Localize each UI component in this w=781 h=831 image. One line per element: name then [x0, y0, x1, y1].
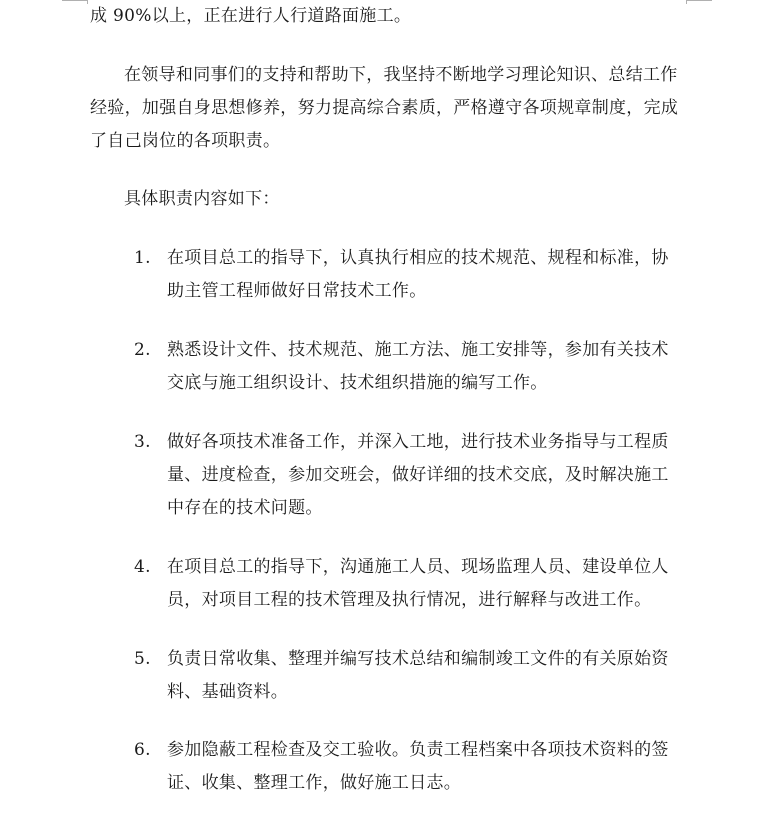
list-number: 6. [134, 740, 151, 760]
text-line: 料、基础资料。 [167, 682, 289, 702]
text-line: 在领导和同事们的支持和帮助下，我坚持不断地学习理论知识、总结工作 [124, 65, 678, 85]
list-number: 5. [134, 649, 151, 669]
list-number: 2. [134, 340, 151, 360]
text-line: 员，对项目工程的技术管理及执行情况，进行解释与改进工作。 [167, 590, 652, 610]
text-line: 证、收集、整理工作，做好施工日志。 [167, 773, 462, 793]
text-line: 做好各项技术准备工作，并深入工地，进行技术业务指导与工程质 [167, 432, 669, 452]
page-corner-mark-left [62, 0, 88, 1]
list-item-text [167, 734, 697, 800]
list-item-text [167, 334, 697, 400]
paragraph-list-intro [90, 183, 690, 216]
text-line: 了自己岗位的各项职责。 [90, 131, 281, 151]
text-line: 负责日常收集、整理并编写技术总结和编制竣工文件的有关原始资 [167, 649, 669, 669]
list-item-text [167, 242, 697, 308]
paragraph-continuation [90, 0, 690, 33]
list-number: 4. [134, 557, 151, 577]
text-line: 量、进度检查，参加交班会，做好详细的技术交底，及时解决施工 [167, 465, 669, 485]
text-line: 在项目总工的指导下，沟通施工人员、现场监理人员、建设单位人 [167, 557, 669, 577]
text-line: 参加隐蔽工程检查及交工验收。负责工程档案中各项技术资料的签 [167, 740, 669, 760]
text-line: 成 90%以上，正在进行人行道路面施工。 [90, 6, 412, 26]
list-item-text [167, 643, 697, 709]
text-line: 经验，加强自身思想修养，努力提高综合素质，严格遵守各项规章制度，完成 [90, 98, 679, 118]
list-item-text [167, 426, 697, 525]
text-line: 熟悉设计文件、技术规范、施工方法、施工安排等，参加有关技术 [167, 340, 669, 360]
text-line: 交底与施工组织设计、技术组织措施的编写工作。 [167, 373, 548, 393]
text-line: 助主管工程师做好日常技术工作。 [167, 281, 427, 301]
paragraph-summary [90, 59, 690, 158]
text-line: 在项目总工的指导下，认真执行相应的技术规范、规程和标准，协 [167, 248, 669, 268]
list-number: 1. [134, 248, 151, 268]
text-line: 中存在的技术问题。 [167, 498, 323, 518]
list-item-text [167, 551, 697, 617]
text-line: 具体职责内容如下： [124, 189, 280, 209]
list-number: 3. [134, 432, 151, 452]
